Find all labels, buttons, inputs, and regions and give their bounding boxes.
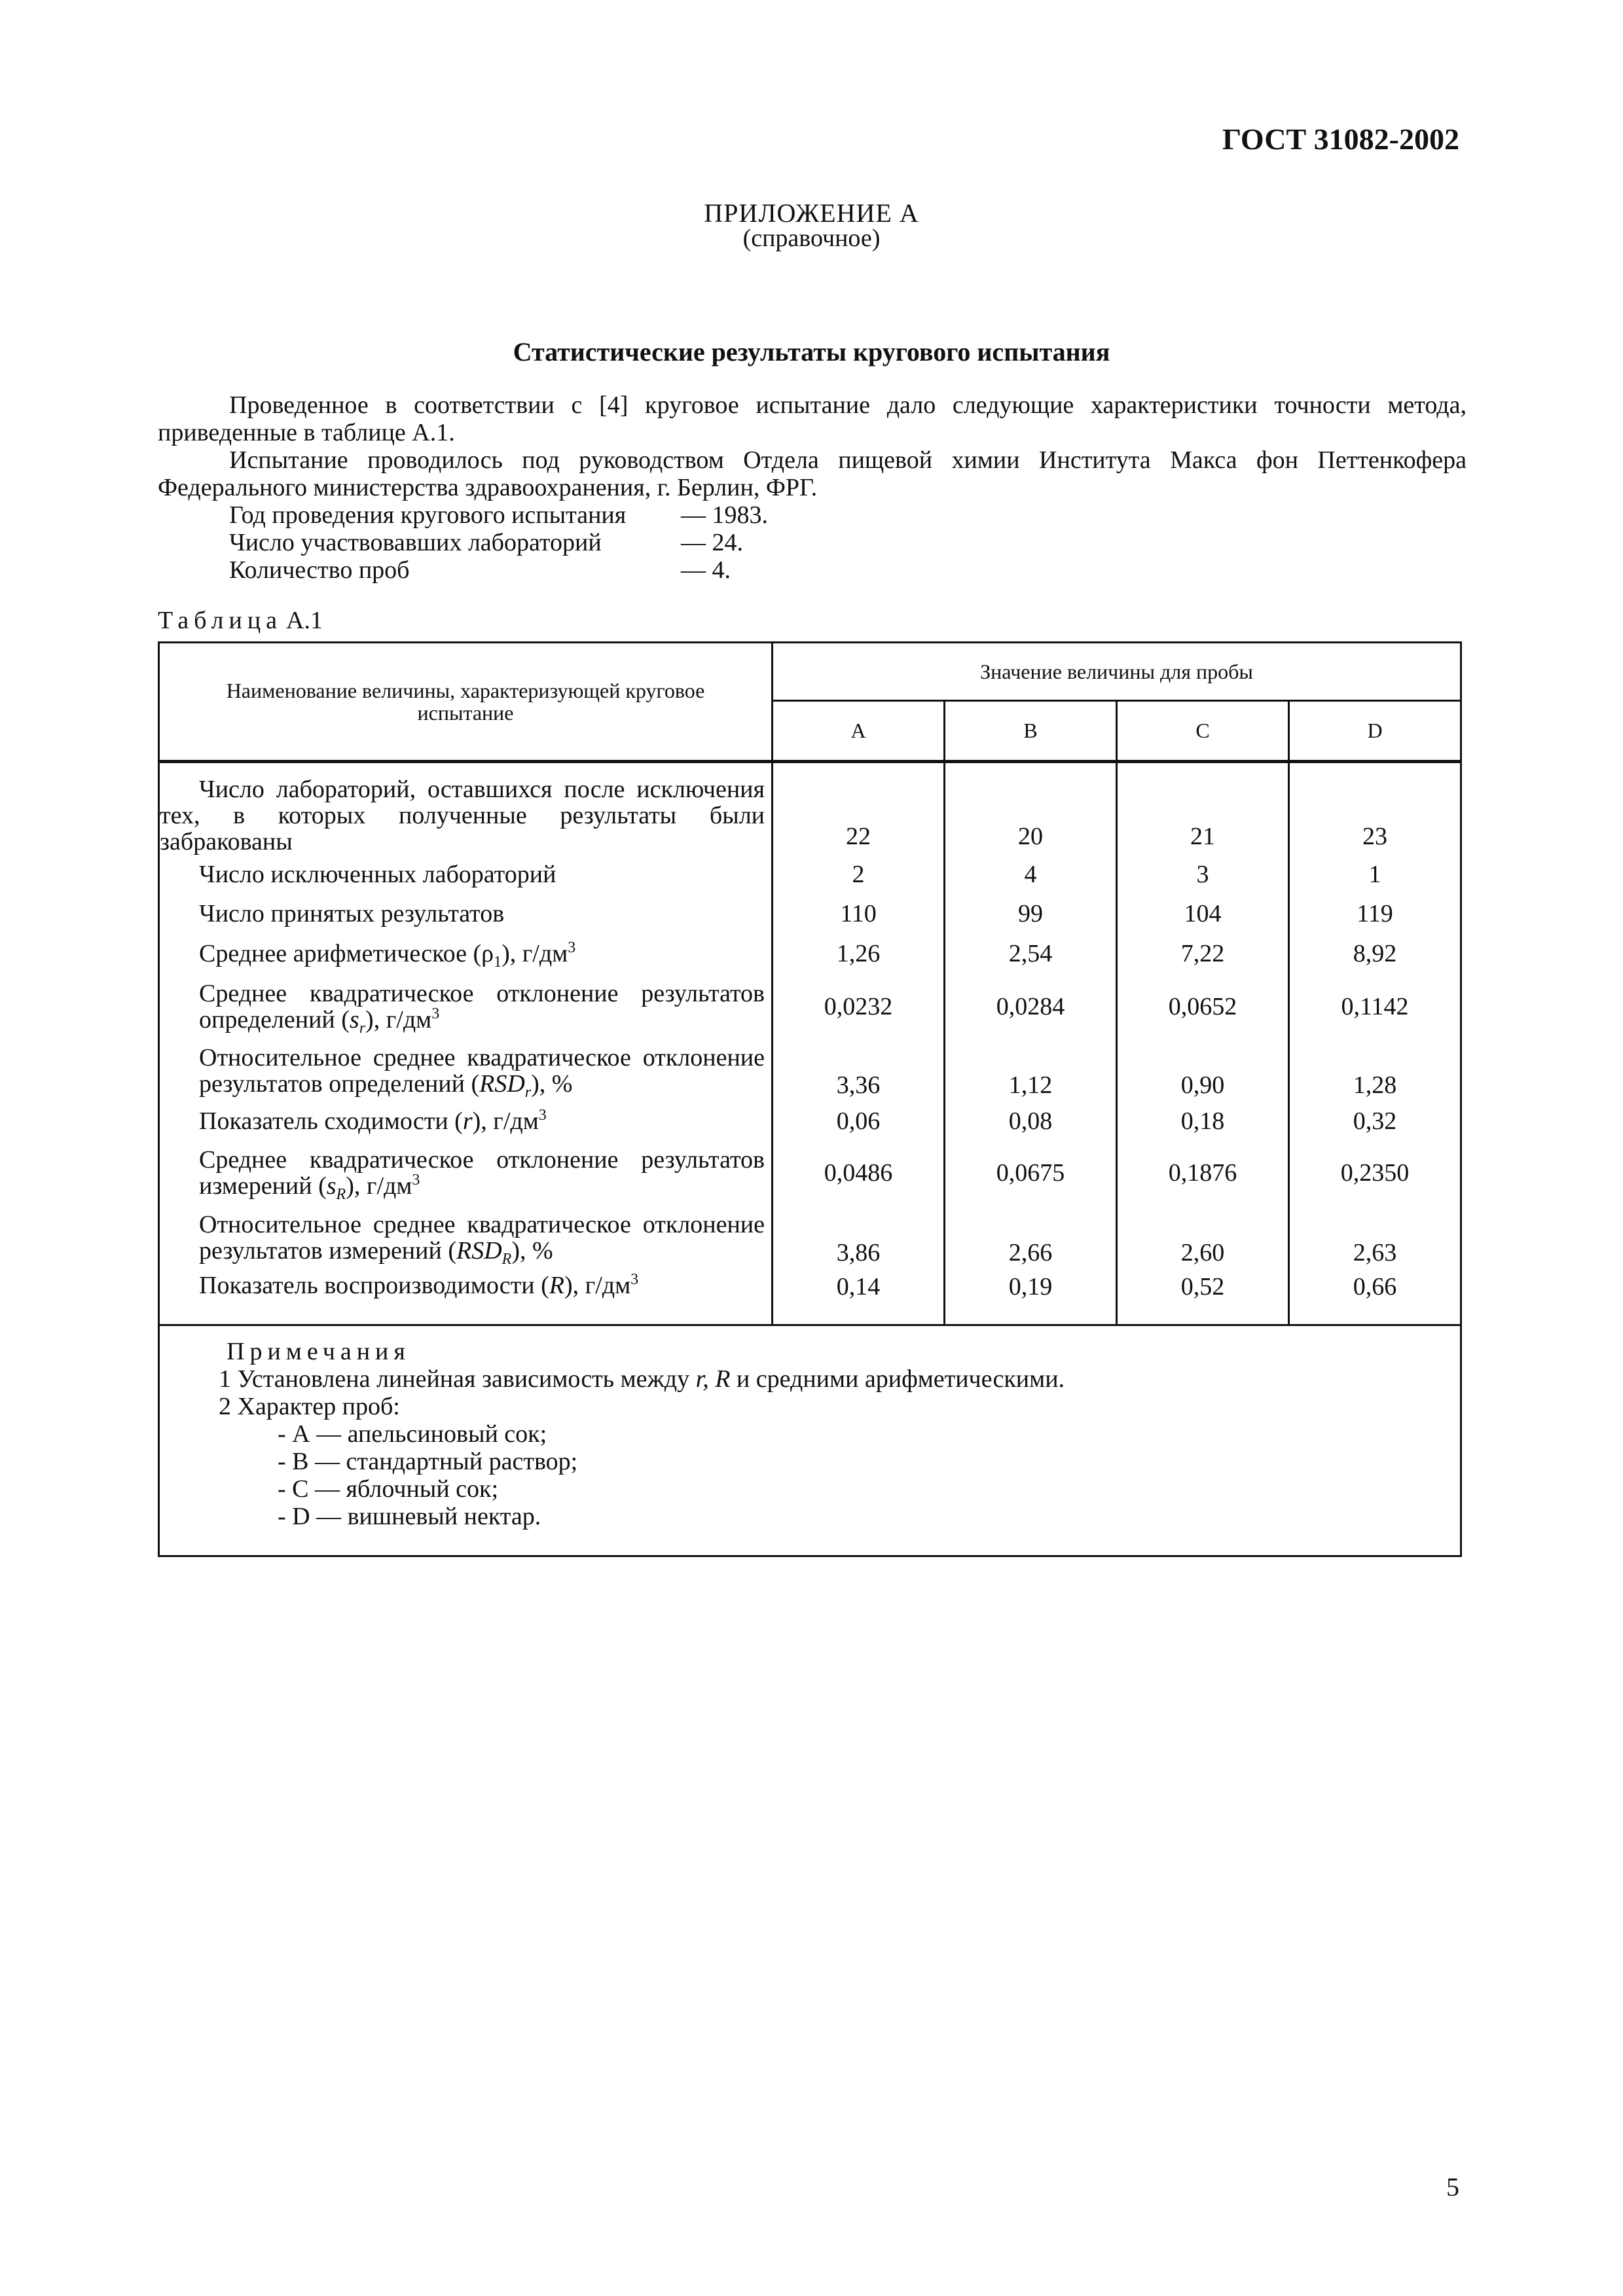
section-title: Статистические результаты кругового испытания bbox=[513, 337, 1110, 367]
table-cell: 1 bbox=[1289, 855, 1461, 894]
table-cell: 0,0675 bbox=[945, 1140, 1117, 1206]
table-cell: 0,0232 bbox=[773, 974, 945, 1039]
header-col-b: B bbox=[945, 701, 1117, 762]
paragraph-organizer: Испытание проводилось под руководством Отдела пищевой химии Института Макса фон Петтенкофера Федерального министерства здравоохранения, г. Берлин, ФРГ. bbox=[158, 446, 1467, 501]
table-cell: 8,92 bbox=[1289, 933, 1461, 974]
table-cell: 0,1142 bbox=[1289, 974, 1461, 1039]
note-bullet: - D — вишневый нектар. bbox=[278, 1502, 541, 1530]
table-cell: 2,66 bbox=[945, 1206, 1117, 1270]
table-cell: 2 bbox=[773, 855, 945, 894]
results-table bbox=[158, 641, 1462, 1557]
table-cell: 2,54 bbox=[945, 933, 1117, 974]
table-cell: 1,12 bbox=[945, 1039, 1117, 1102]
table-cell: 0,18 bbox=[1117, 1102, 1289, 1140]
row-text: Относительное среднее квадратическое отклонение результатов определений $(RSD_r)$, % bbox=[199, 1044, 765, 1101]
note-item: 1 Установлена линейная зависимость между r, R и средними арифметическими. bbox=[219, 1365, 1065, 1393]
table-cell: 0,06 bbox=[773, 1102, 945, 1140]
header-sample-group: Значение величины для пробы bbox=[773, 643, 1461, 701]
table-row-name bbox=[159, 762, 773, 855]
table-cell: 0,14 bbox=[773, 1270, 945, 1325]
note-bullet: - А — апельсиновый сок; bbox=[278, 1420, 547, 1448]
table-cell: 0,90 bbox=[1117, 1039, 1289, 1102]
info-value: — 4. bbox=[681, 556, 731, 584]
table-cell: 110 bbox=[773, 894, 945, 933]
table-row-name bbox=[159, 974, 773, 1039]
table-row-name bbox=[159, 894, 773, 933]
appendix-subtitle: (справочное) bbox=[742, 224, 881, 252]
paragraph-intro: Проведенное в соответствии с [4] круговое испытание дало следующие характеристики точности метода, приведенные в таблице А.1. bbox=[158, 391, 1467, 446]
header-quantity-name-text: Наименование величины, характеризующей круговое испытание bbox=[226, 679, 705, 725]
table-cell: 99 bbox=[945, 894, 1117, 933]
table-row-name bbox=[159, 1140, 773, 1206]
row-text: Число лабораторий, оставшихся после исключения тех, в которых полученные результаты были забракованы bbox=[160, 776, 765, 855]
table-cell: 20 bbox=[945, 762, 1117, 855]
table-cell: 0,1876 bbox=[1117, 1140, 1289, 1206]
table-cell: 7,22 bbox=[1117, 933, 1289, 974]
row-text: Число принятых результатов bbox=[199, 900, 505, 927]
document-code: ГОСТ 31082-2002 bbox=[1222, 122, 1459, 156]
info-label: Количество проб bbox=[229, 556, 410, 584]
table-row-name bbox=[159, 855, 773, 894]
table-cell: 0,0486 bbox=[773, 1140, 945, 1206]
info-value: — 24. bbox=[681, 529, 743, 556]
notes-title: Примечания bbox=[227, 1337, 410, 1365]
info-line-samples bbox=[229, 556, 731, 584]
table-caption bbox=[158, 606, 323, 635]
table-caption-label: Таблица bbox=[158, 607, 283, 634]
table-cell: 0,0284 bbox=[945, 974, 1117, 1039]
note-bullet: - С — яблочный сок; bbox=[278, 1475, 499, 1503]
row-text: Среднее квадратическое отклонение результатов измерений $(s_R)$, $г/дм^3$ bbox=[199, 1146, 765, 1203]
table-row-name bbox=[159, 933, 773, 974]
table-cell: 3,36 bbox=[773, 1039, 945, 1102]
table-cell: 3 bbox=[1117, 855, 1289, 894]
table-notes bbox=[159, 1325, 1461, 1556]
row-text: Относительное среднее квадратическое отклонение результатов измерений $(RSD_R)$, % bbox=[199, 1211, 765, 1268]
header-col-c: C bbox=[1117, 701, 1289, 762]
table-row-name bbox=[159, 1102, 773, 1140]
table-row-name bbox=[159, 1039, 773, 1102]
table-cell: 119 bbox=[1289, 894, 1461, 933]
table-cell: 2,63 bbox=[1289, 1206, 1461, 1270]
row-text: Показатель воспроизводимости (R), $г/дм^3$ bbox=[199, 1271, 639, 1299]
page-number: 5 bbox=[1446, 2172, 1459, 2202]
info-value: — 1983. bbox=[681, 501, 768, 529]
header-col-d: D bbox=[1289, 701, 1461, 762]
table-cell: 0,0652 bbox=[1117, 974, 1289, 1039]
table-cell: 104 bbox=[1117, 894, 1289, 933]
info-line-labs bbox=[229, 529, 743, 556]
info-line-year bbox=[229, 501, 768, 529]
table-cell: 3,86 bbox=[773, 1206, 945, 1270]
table-caption-number: А.1 bbox=[286, 607, 323, 634]
table-cell: 1,26 bbox=[773, 933, 945, 974]
table-cell: 21 bbox=[1117, 762, 1289, 855]
table-cell: 4 bbox=[945, 855, 1117, 894]
table-cell: 0,2350 bbox=[1289, 1140, 1461, 1206]
appendix-title: ПРИЛОЖЕНИЕ А bbox=[704, 198, 919, 228]
info-label: Число участвовавших лабораторий bbox=[229, 529, 602, 556]
table-cell: 0,08 bbox=[945, 1102, 1117, 1140]
row-text: Среднее квадратическое отклонение результатов определений $(s_r)$, $г/дм^3$ bbox=[199, 980, 765, 1037]
table-cell: 1,28 bbox=[1289, 1039, 1461, 1102]
info-label: Год проведения кругового испытания bbox=[229, 501, 627, 529]
table-cell: 23 bbox=[1289, 762, 1461, 855]
header-quantity-name bbox=[159, 643, 773, 762]
table-cell: 0,19 bbox=[945, 1270, 1117, 1325]
row-text: Показатель сходимости (r), $г/дм^3$ bbox=[199, 1107, 547, 1135]
table-cell: 0,52 bbox=[1117, 1270, 1289, 1325]
table-row-name bbox=[159, 1270, 773, 1325]
row-text: Среднее арифметическое $(\rho_1)$, $г/дм^3$ bbox=[199, 939, 576, 971]
note-item: 2 Характер проб: bbox=[219, 1392, 400, 1420]
table-cell: 0,66 bbox=[1289, 1270, 1461, 1325]
table-row-name bbox=[159, 1206, 773, 1270]
header-col-a: A bbox=[773, 701, 945, 762]
table-cell: 22 bbox=[773, 762, 945, 855]
row-text: Число исключенных лабораторий bbox=[199, 861, 556, 888]
note-bullet: - В — стандартный раствор; bbox=[278, 1447, 578, 1475]
table-cell: 0,32 bbox=[1289, 1102, 1461, 1140]
notes-block bbox=[160, 1326, 1460, 1530]
table-cell: 2,60 bbox=[1117, 1206, 1289, 1270]
